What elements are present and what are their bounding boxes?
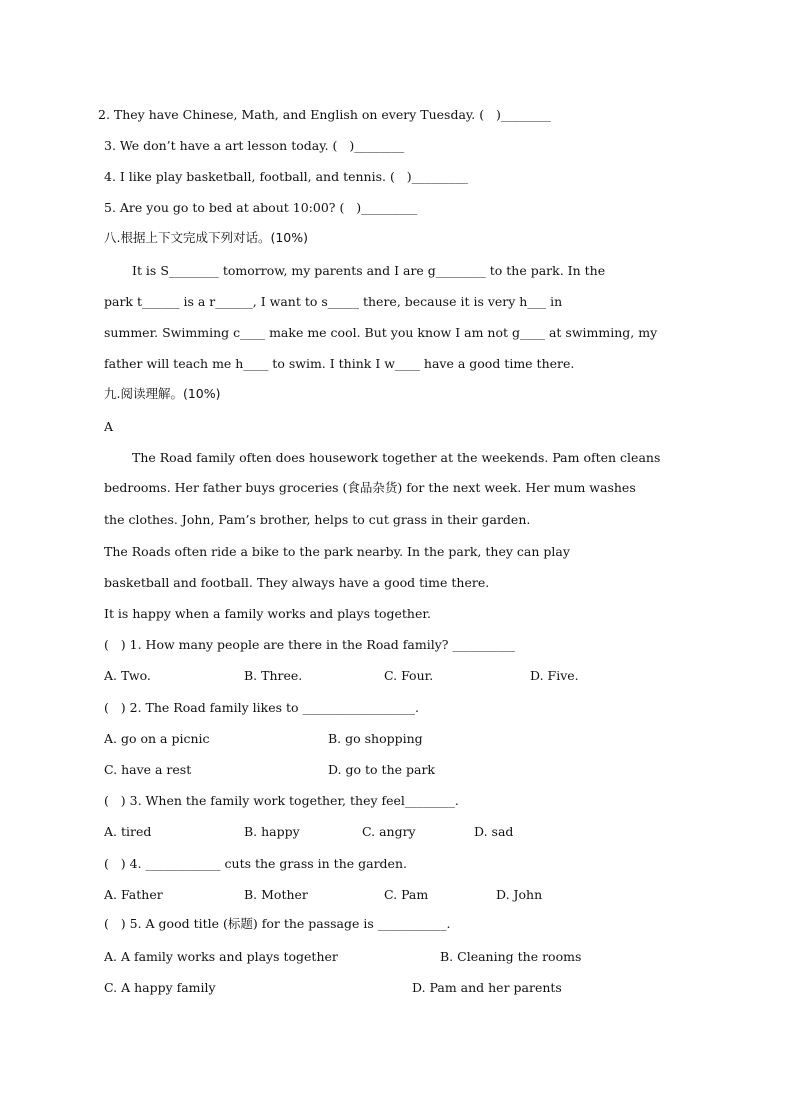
s8-line-3: summer. Swimming c____ make me cool. But you know I am not g____ at swimming, my xyxy=(104,325,658,340)
q1-option-b: B. Three. xyxy=(244,668,303,683)
s7-item-3: 3. We don’t have a art lesson today. ( )________ xyxy=(104,138,405,153)
s7-item-5: 5. Are you go to bed at about 10:00? ( )_________ xyxy=(104,200,418,215)
question-2: ( ) 2. The Road family likes to __________________. xyxy=(104,700,419,715)
q3-option-b: B. happy xyxy=(244,824,300,839)
q3-option-a: A. tired xyxy=(104,824,152,839)
q1-option-d: D. Five. xyxy=(530,668,579,683)
q4-option-c: C. Pam xyxy=(384,887,429,902)
q5-option-b: B. Cleaning the rooms xyxy=(440,949,582,964)
s8-line-1: It is S________ tomorrow, my parents and I are g________ to the park. In the xyxy=(132,263,606,278)
q3-option-c: C. angry xyxy=(362,824,416,839)
q4-option-d: D. John xyxy=(496,887,543,902)
q5-option-a: A. A family works and plays together xyxy=(104,949,338,964)
q2-option-b: B. go shopping xyxy=(328,731,423,746)
q2-option-a: A. go on a picnic xyxy=(104,731,210,746)
question-5: ( ) 5. A good title (标题) for the passage is ___________. xyxy=(104,916,451,931)
q3-option-d: D. sad xyxy=(474,824,514,839)
q5-option-c: C. A happy family xyxy=(104,980,216,995)
s7-item-4: 4. I like play basketball, football, and tennis. ( )_________ xyxy=(104,169,468,184)
q4-option-b: B. Mother xyxy=(244,887,308,902)
q5-option-d: D. Pam and her parents xyxy=(412,980,562,995)
s8-line-4: father will teach me h____ to swim. I think I w____ have a good time there. xyxy=(104,356,575,371)
passage-line-3: the clothes. John, Pam’s brother, helps to cut grass in their garden. xyxy=(104,512,531,527)
q2-option-c: C. have a rest xyxy=(104,762,192,777)
passage-line-2: bedrooms. Her father buys groceries (食品杂货) for the next week. Her mum washes xyxy=(104,480,636,495)
question-4: ( ) 4. ____________ cuts the grass in the garden. xyxy=(104,856,407,871)
q2-option-d: D. go to the park xyxy=(328,762,435,777)
q1-option-c: C. Four. xyxy=(384,668,434,683)
question-1: ( ) 1. How many people are there in the Road family? __________ xyxy=(104,637,515,652)
part-label: A xyxy=(104,419,114,434)
q1-option-a: A. Two. xyxy=(104,668,151,683)
q4-option-a: A. Father xyxy=(104,887,163,902)
passage-line-6: It is happy when a family works and plays together. xyxy=(104,606,431,621)
s7-item-2: 2. They have Chinese, Math, and English on every Tuesday. ( )________ xyxy=(98,107,551,122)
question-3: ( ) 3. When the family work together, they feel________. xyxy=(104,793,459,808)
section9-heading: 九.阅读理解。(10%) xyxy=(104,386,221,401)
passage-line-1: The Road family often does housework together at the weekends. Pam often cleans xyxy=(132,450,661,465)
passage-line-5: basketball and football. They always have a good time there. xyxy=(104,575,490,590)
s8-line-2: park t______ is a r______, I want to s_____ there, because it is very h___ in xyxy=(104,294,563,309)
passage-line-4: The Roads often ride a bike to the park nearby. In the park, they can play xyxy=(104,544,570,559)
section8-heading: 八.根据上下文完成下列对话。(10%) xyxy=(104,230,309,245)
